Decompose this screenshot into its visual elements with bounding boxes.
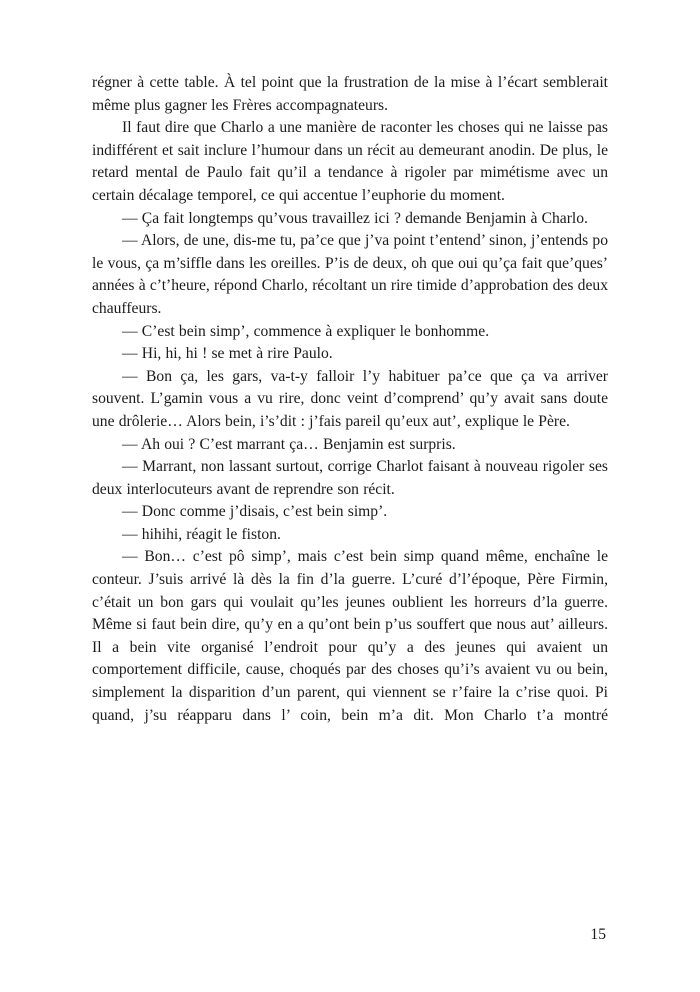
- paragraph-dialogue: — hihihi, réagit le fiston.: [122, 525, 281, 543]
- paragraph-dialogue: — Bon ça, les gars, va-t-y falloir l’y habituer pa’ce que ça va arriver souvent. L’gamin vous a vu rire, donc veint d’comprend’ qu’y avait sans doute une drôlerie… Alors bein, i’s’dit : j’fais pareil qu’eux aut’, explique le Père.: [92, 367, 608, 430]
- paragraph-dialogue: — Marrant, non lassant surtout, corrige Charlot faisant à nouveau rigoler ses deux interlocuteurs avant de reprendre son récit.: [92, 458, 608, 498]
- page-number: 15: [590, 926, 606, 943]
- paragraph-dialogue: — Hi, hi, hi ! se met à rire Paulo.: [122, 345, 333, 363]
- paragraph-dialogue: — Ça fait longtemps qu’vous travaillez ici ? demande Benjamin à Charlo.: [122, 209, 588, 227]
- paragraph-dialogue: — Donc comme j’disais, c’est bein simp’.: [122, 503, 388, 521]
- paragraph-dialogue: — Bon… c’est pô simp’, mais c’est bein simp quand même, enchaîne le conteur. J’suis arrivé là dès la fin d’la guerre. L’curé d’l’époque, Père Firmin, c’était un bon gars qui voulait qu’les jeunes oublient les horreurs d’la guerre. Même si faut bein dire, qu’y en a qu’ont bein p’us souffert que nous aut’ ailleurs. Il a bein vite organisé l’endroit pour qu’y a des jeunes qui avaient un comportement difficile, cause, choqués par des choses qu’i’s avaient vu ou bein, simplement la disparition d’un parent, qui viennent se r’faire la c’rise quoi. Pi quand, j’su réapparu dans l’ coin, bein m’a dit. Mon Charlo t’a montré: [92, 548, 608, 724]
- paragraph: Il faut dire que Charlo a une manière de raconter les choses qui ne laisse pas indifférent et sait inclure l’humour dans un récit au demeurant anodin. De plus, le retard mental de Paulo fait qu’il a tendance à rigoler par mimétisme avec un certain décalage temporel, ce qui accentue l’euphorie du moment.: [92, 119, 608, 204]
- paragraph-dialogue: — Alors, de une, dis-me tu, pa’ce que j’va point t’entend’ sinon, j’entends po le vous, ça m’siffle dans les oreilles. P’is de deux, oh que oui qu’ça fait que’ques’ années à c’t’heure, répond Charlo, récoltant un rire timide d’approbation des deux chauffeurs.: [92, 232, 608, 317]
- paragraph-dialogue: — C’est bein simp’, commence à expliquer le bonhomme.: [122, 322, 490, 340]
- page-text: [92, 72, 608, 727]
- paragraph-dialogue: — Ah oui ? C’est marrant ça… Benjamin est surpris.: [122, 435, 456, 453]
- paragraph: régner à cette table. À tel point que la frustration de la mise à l’écart semblerait même plus gagner les Frères accompagnateurs.: [92, 74, 608, 114]
